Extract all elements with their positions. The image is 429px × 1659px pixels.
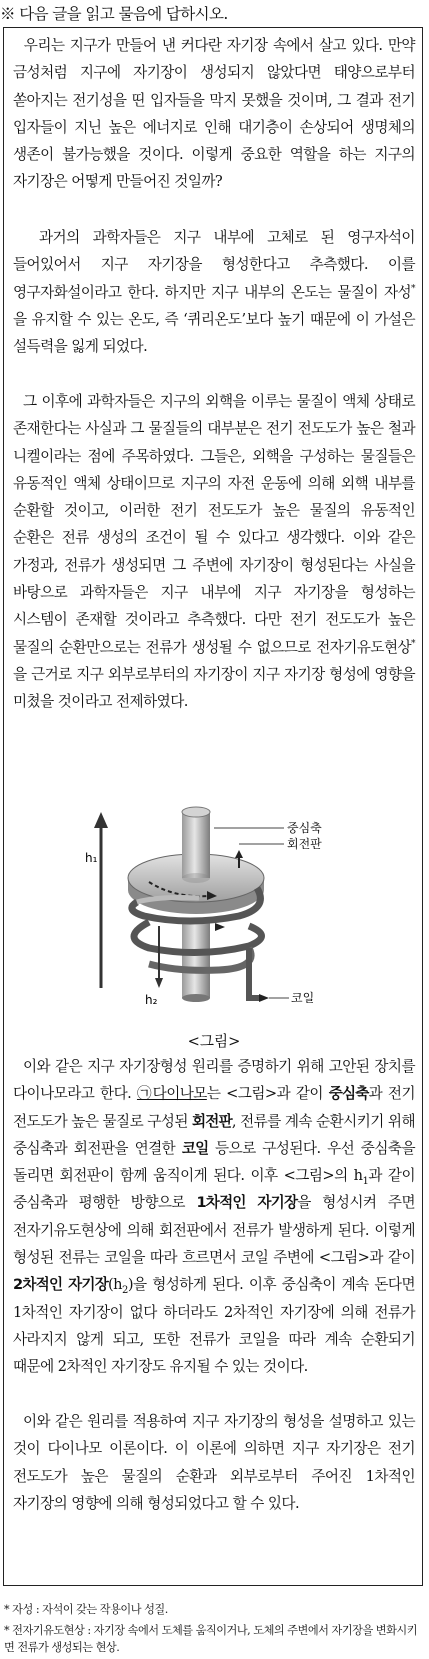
coil-label: 코일	[291, 991, 315, 1005]
paragraph-1-text: 우리는 지구가 만들어 낸 커다란 자기장 속에서 살고 있다. 만약 금성처럼 지구에 자기장이 생성되지 않았다면 태양으로부터 쏟아지는 전기성을 띤 입자들을 막지 못했을 것이며, 그 결과 전기 입자들이 지닌 높은 에너지로 인해 대기층이 손상되어 생명체의 생존이 불가능했을 것이다. 이렇게 중요한 역할을 하는 지구의 자기장은 어떻게 만들어진 것일까?	[13, 37, 415, 191]
paragraph-4	[13, 1053, 415, 1381]
disc-label: 회전판	[287, 837, 322, 851]
p4-text: (h	[108, 1276, 123, 1294]
term-disc: 회전판	[192, 1112, 232, 1130]
axis-label: 중심축	[287, 821, 322, 835]
paragraph-3-text-a: 그 이후에 과학자들은 지구의 외핵을 이루는 물질이 액체 상태로 존재한다는 사실과 그 물질들의 대부분은 전기 전도도가 높은 철과 니켈이라는 점에 주목하였다. 그들은, 외핵을 구성하는 물질들은 유동적인 액체 상태이므로 지구의 자전 운동에 의해 외핵 내부를 순환할 것이고, 이러한 전기 전도도가 높은 물질의 유동적인 순환은 전류 생성의 조건이 될 수 있다고 생각했다. 이와 같은 가정과, 전류가 생성되면 그 주변에 자기장이 형성된다는 사실을 바탕으로 과학자들은 지구 내부에 지구 자기장을 형성하는 시스템이 존재할 것이라고 추측했다. 다만 전기 전도도가 높은 물질의 순환만으로는 전류가 생성될 수 없으므로 전자기유도현상	[13, 393, 415, 656]
p4-text: 등으로 구성된다. 우선 중심축을 돌리면 회전판이 함께 움직이게 된다. 이후 <그림>의 h	[13, 1139, 415, 1185]
footnote-1: * 자성 : 자석이 갖는 작용이나 성질.	[4, 1603, 168, 1616]
dynamo-underlined: ㉠다이나모	[136, 1085, 207, 1103]
footnote-2: * 전자기유도현상 : 자기장 속에서 도체를 움직이거나, 도체의 주변에서 자기장을 변화시키면 전류가 생성되는 현상.	[4, 1624, 418, 1654]
term-coil: 코일	[181, 1139, 209, 1157]
h2-label: h₂	[145, 993, 158, 1007]
instruction: ※ 다음 글을 읽고 물음에 답하시오.	[0, 5, 228, 23]
passage-box	[3, 27, 423, 1586]
subscript: 1	[362, 1176, 369, 1188]
paragraph-2-text-b: 을 유지할 수 있는 온도, 즉 ‘퀴리온도’보다 높기 때문에 이 가설은 설득력을 잃게 되었다.	[13, 310, 415, 356]
p4-text: )을 형성하게 된다. 이후 중심축이 계속 돈다면 1차적인 자기장이 없다 하더라도 2차적인 자기장에 의해 전류가 사라지지 않게 되고, 또한 전류가 코일을 따라 계속 순환되기 때문에 2차적인 자기장도 유지될 수 있는 것이다.	[13, 1276, 416, 1376]
paragraph-3	[13, 388, 415, 716]
footnote-marker: *	[411, 283, 415, 294]
footnote-marker: *	[411, 638, 415, 649]
p4-text: , 전류를 계속 순환시키기 위해 중심축과 회전판을 연결한	[13, 1112, 415, 1157]
p4-text: 이와 같은 지구 자기장형성 원리를 증명하기 위해 고안된 장치를 다이나모라고 한다.	[13, 1058, 415, 1103]
p4-text: 을 형성시켜 주면 전자기유도현상에 의해 회전판에서 전류가 발생하게 된다. 이렇게 형성된 전류는 코일을 따라 흐르면서 코일 주변에 <그림>과 같이	[13, 1194, 416, 1267]
paragraph-2-text-a: 과거의 과학자들은 지구 내부에 고체로 된 영구자석이 들어있어서 지구 자기장을 형성한다고 추측했다. 이를 영구자화설이라고 한다. 하지만 지구 내부의 온도는 물질이 자성	[13, 229, 415, 301]
paragraph-5	[13, 1408, 415, 1517]
term-primary-field: 1차적인 자기장	[196, 1194, 298, 1212]
p4-text: 과 같이 중심축과 평행한 방향으로	[13, 1167, 416, 1212]
term-axis: 중심축	[328, 1085, 369, 1103]
h1-label: h₁	[85, 851, 98, 865]
dynamo-figure	[85, 798, 339, 1013]
figure-caption: <그림>	[187, 1033, 241, 1050]
paragraph-2	[13, 224, 415, 360]
p4-text: 는 <그림>과 같이	[206, 1085, 329, 1103]
axis-rod-lower	[182, 918, 210, 998]
axis-rod-upper	[182, 812, 210, 878]
paragraph-3-text-b: 을 근거로 지구 외부로부터의 자기장이 지구 자기장 형성에 영향을 미쳤을 것이라고 전제하였다.	[13, 665, 415, 711]
term-secondary-field: 2차적인 자기장	[13, 1276, 109, 1294]
p4-text: 과 전기 전도도가 높은 물질로 구성된	[13, 1085, 415, 1130]
subscript: 2	[122, 1285, 128, 1297]
h1-arrow	[94, 812, 108, 988]
paragraph-1	[13, 32, 415, 196]
paragraph-5-text: 이와 같은 원리를 적용하여 지구 자기장의 형성을 설명하고 있는 것이 다이나모 이론이다. 이 이론에 의하면 지구 자기장은 전기 전도도가 높은 물질의 순환과 외부로부터 주어진 1차적인 자기장의 영향에 의해 형성되었다고 할 수 있다.	[13, 1413, 415, 1512]
